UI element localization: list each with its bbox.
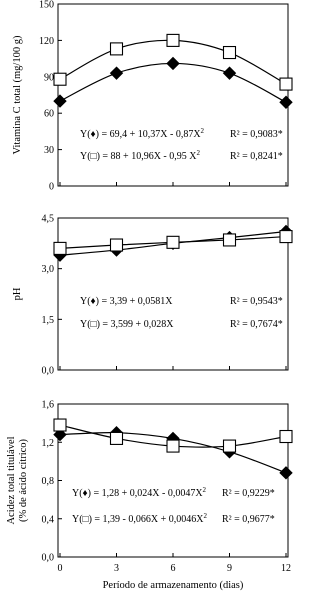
x-tick-label: 0: [57, 563, 63, 574]
data-point-diamond: [280, 467, 292, 479]
equation-text: Y(□) = 1,39 - 0,066X + 0,0046X: [72, 514, 204, 525]
y-axis-label: pH: [12, 287, 23, 301]
chart-panel-3: [6, 400, 292, 592]
regression-equation: [80, 319, 174, 330]
data-point-square: [224, 47, 236, 59]
equation-text: Y(♦) = 3,39 + 0,0581X: [80, 296, 173, 307]
equation-text: Y(□) = 3,599 + 0,028X: [80, 319, 174, 330]
equation-exponent: 2: [196, 149, 200, 157]
y-tick-label: 120: [39, 35, 54, 47]
data-point-square: [111, 239, 123, 251]
regression-equation: [80, 127, 205, 140]
data-point-diamond: [167, 57, 179, 69]
y-tick-label: 0,0: [41, 365, 54, 377]
y-tick-label: 1,6: [41, 399, 54, 411]
data-point-diamond: [54, 95, 66, 107]
y-axis-label-line: (% de ácido cítrico): [18, 438, 29, 523]
regression-equation: [72, 486, 207, 499]
y-tick-label: 0,8: [41, 476, 54, 487]
equation-text: Y(□) = 88 + 10,96X - 0,95 X: [80, 151, 197, 162]
plot-frame: [58, 404, 288, 557]
regression-equation: [72, 512, 207, 525]
r-squared-label: R² = 0,7674*: [230, 319, 283, 330]
x-tick-label: 6: [170, 563, 176, 574]
equation-text: Y(♦) = 69,4 + 10,37X - 0,87X: [80, 129, 201, 140]
x-axis-label: Período de armazenamento (dias): [102, 580, 244, 591]
y-tick-label: 90: [44, 72, 54, 84]
data-point-square: [167, 236, 179, 248]
equation-text: Y(♦) = 1,28 + 0,024X - 0,0047X: [72, 488, 203, 499]
y-tick-label: 4,5: [41, 213, 54, 225]
y-tick-label: 60: [44, 108, 54, 120]
r-squared-label: R² = 0,9083*: [230, 129, 283, 140]
regression-equation: [80, 149, 200, 162]
data-point-diamond: [280, 96, 292, 108]
equation-exponent: 2: [203, 512, 207, 520]
y-axis-label: Vitamina C total (mg/100 g): [12, 35, 23, 155]
y-axis-label: [6, 436, 29, 524]
data-point-square: [54, 419, 66, 431]
data-point-square: [280, 231, 292, 243]
y-tick-label: 1,5: [41, 314, 54, 326]
equation-exponent: 2: [202, 486, 207, 494]
data-point-square: [167, 34, 179, 46]
equation-exponent: 2: [200, 127, 205, 135]
y-tick-label: 0: [49, 181, 54, 193]
y-tick-label: 150: [39, 0, 54, 11]
regression-equation: [80, 296, 173, 307]
y-tick-label: 0,0: [41, 552, 54, 564]
x-tick-label: 12: [281, 563, 291, 574]
data-point-square: [54, 242, 66, 254]
y-axis-label-line: Acidez total titulável: [6, 436, 17, 525]
chart-panel-2: [12, 214, 292, 377]
x-tick-label: 9: [227, 563, 232, 574]
data-point-square: [280, 431, 292, 443]
data-point-diamond: [224, 67, 236, 79]
data-point-diamond: [111, 67, 123, 79]
r-squared-label: R² = 0,9543*: [230, 296, 283, 307]
chart-panel-1: [12, 0, 292, 193]
r-squared-label: R² = 0,8241*: [230, 151, 283, 162]
data-point-square: [54, 73, 66, 85]
data-point-square: [167, 440, 179, 452]
y-tick-label: 30: [44, 145, 54, 157]
y-tick-label: 0,4: [41, 514, 54, 526]
x-tick-label: 3: [114, 563, 119, 574]
y-tick-label: 3,0: [41, 264, 54, 276]
data-point-square: [111, 43, 123, 55]
y-tick-label: 1,2: [41, 437, 54, 449]
data-point-square: [224, 440, 236, 452]
r-squared-label: R² = 0,9677*: [222, 514, 275, 525]
r-squared-label: R² = 0,9229*: [222, 488, 275, 499]
data-point-square: [224, 234, 236, 246]
data-point-square: [111, 432, 123, 444]
data-point-square: [280, 78, 292, 90]
